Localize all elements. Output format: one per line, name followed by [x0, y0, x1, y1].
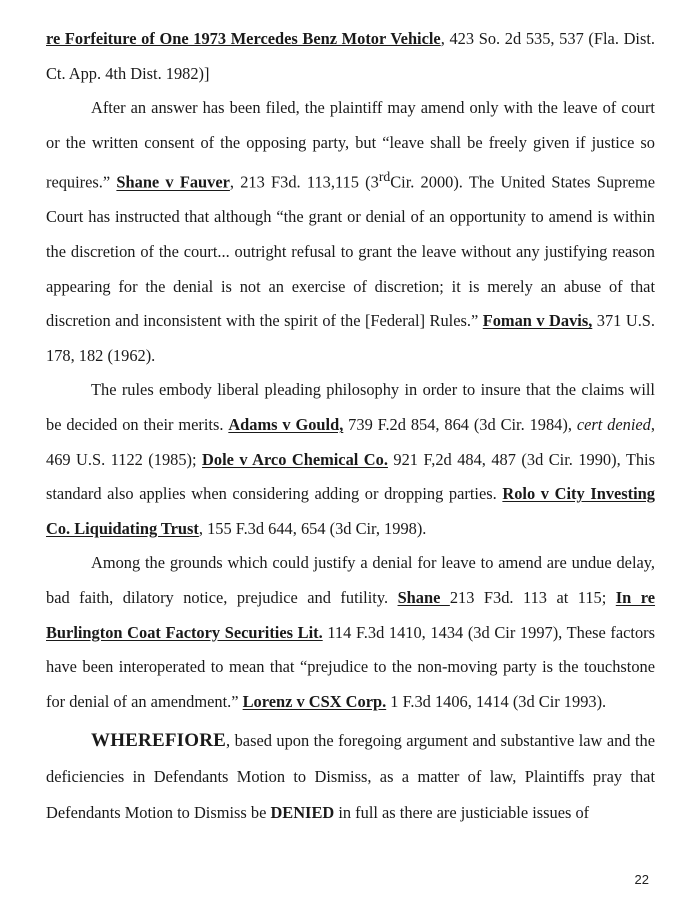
paragraph-text: 1 F.3d 1406, 1414 (3d Cir 1993). — [386, 691, 607, 711]
paragraph-text: 114 F.3d 1410, 1434 (3d Cir 1997), These factors have been interoperated to mean that “prejudice to the non-moving party is the touchstone for denial of an amendment.” — [46, 622, 655, 711]
paragraph-text: 371 U.S. 178, 182 (1962). — [46, 311, 656, 365]
italic-text: cert denied — [576, 415, 651, 434]
case-citation: Shane v Fauver — [116, 172, 230, 192]
paragraph-text: 921 F,2d 484, 487 (3d Cir. 1990), This standard also applies when considering adding or dropping parties. — [46, 449, 655, 504]
case-citation: In re Burlington Coat Factory Securities Lit. — [46, 587, 656, 642]
paragraph-text: The rules embody liberal pleading philosophy in order to insure that the claims will be decided on their merits. — [46, 380, 655, 434]
case-citation: Foman v Davis, — [482, 311, 593, 331]
conclusion-section — [46, 723, 655, 831]
case-citation: Adams v Gould, — [228, 415, 344, 434]
paragraph-5 — [46, 723, 655, 831]
case-citation: Shane — [397, 587, 450, 607]
paragraph-text: , 469 U.S. 1122 (1985); — [46, 415, 655, 469]
case-citation: Rolo v City Investing Co. Liquidating Trust — [46, 484, 655, 538]
paragraph-text: , 423 So. 2d 535, 537 (Fla. Dist. Ct. App. 4th Dist. 1982)] — [46, 29, 655, 83]
paragraph-text: Cir. 2000). The United States Supreme Court has instructed that although “the grant or denial of an opportunity to amend is within the discretion of the court... outright refusal to grant the leave without any justifying reason appearing for the denial is not an exercise of discretion; it is merely an abuse of that discretion and inconsistent with the spirit of the [Federal] Rules.” — [46, 172, 655, 331]
paragraph-3 — [46, 373, 655, 546]
paragraph-text: Among the grounds which could justify a denial for leave to amend are undue delay, bad faith, dilatory notice, prejudice and futility. — [46, 553, 655, 607]
paragraph-2 — [46, 91, 655, 373]
paragraph-text: , based upon the foregoing argument and substantive law and the deficiencies in Defendants Motion to Dismiss, as a matter of law, Plaintiffs pray that Defendants Motion to Dismiss be — [46, 731, 655, 823]
case-citation: Lorenz v CSX Corp. — [242, 691, 387, 711]
paragraph-text: After an answer has been filed, the plaintiff may amend only with the leave of court or the written consent of the opposing party, but “leave shall be freely given if justice so requires.” — [46, 98, 655, 192]
wherefore-heading: WHEREFIORE — [91, 730, 227, 752]
superscript: rd — [378, 169, 391, 185]
paragraph-1 — [46, 22, 655, 91]
paragraph-text: 213 F3d. 113 at 115; — [449, 587, 616, 607]
paragraph-text: , 155 F.3d 644, 654 (3d Cir, 1998). — [198, 518, 427, 538]
paragraph-text: , 213 F3d. 113,115 (3 — [229, 172, 379, 192]
paragraph-text: 739 F.2d 854, 864 (3d Cir. 1984), — [343, 415, 577, 434]
case-citation: Dole v Arco Chemical Co. — [202, 449, 388, 469]
paragraph-4 — [46, 546, 655, 719]
case-citation: re Forfeiture of One 1973 Mercedes Benz Motor Vehicle — [46, 29, 441, 48]
paragraph-text: in full as there are justiciable issues of — [334, 803, 590, 823]
denied-emphasis: DENIED — [270, 803, 335, 823]
page-number: 22 — [634, 872, 649, 887]
